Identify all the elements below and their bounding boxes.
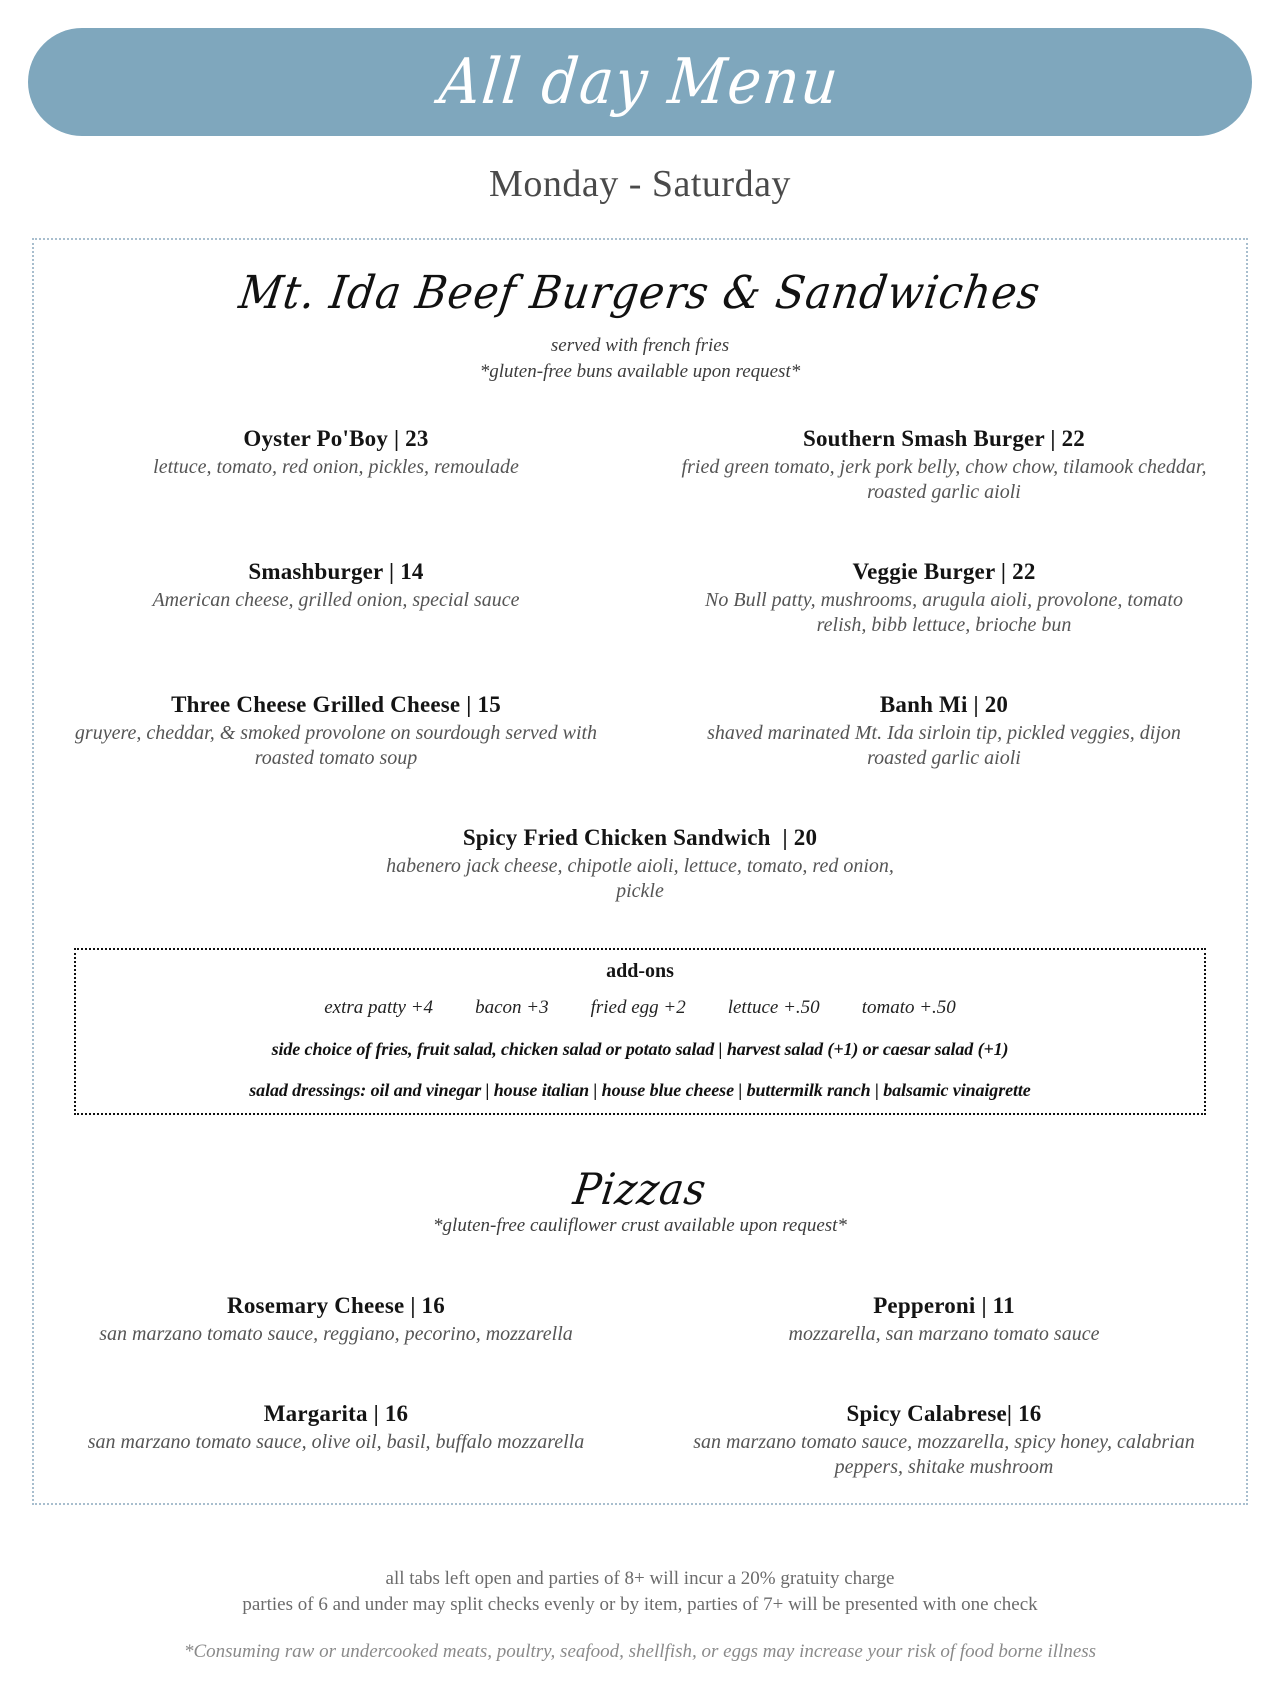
menu-item-description: mozzarella, san marzano tomato sauce <box>788 1322 1100 1345</box>
burgers-grid-row-3 <box>62 692 1218 771</box>
menu-item <box>350 825 930 904</box>
menu-item-title: Oyster Po'Boy | 23 <box>243 426 429 452</box>
menu-item-description: gruyere, cheddar, & smoked provolone on sourdough served with roasted tomato soup <box>74 722 598 770</box>
menu-item-description: shaved marinated Mt. Ida sirloin tip, pickled veggies, dijon roasted garlic aioli <box>707 722 1181 770</box>
menu-item-title: Banh Mi | 20 <box>879 692 1009 718</box>
menu-header-banner <box>28 28 1252 136</box>
menu-item <box>670 559 1218 638</box>
section-heading-burgers: Mt. Ida Beef Burgers & Sandwiches <box>236 266 1044 319</box>
add-ons-list <box>90 997 1190 1019</box>
menu-item <box>62 559 610 638</box>
salad-dressings-line: salad dressings: oil and vinegar | house italian | house blue cheese | buttermilk ranch | balsamic vinaigrette <box>249 1080 1031 1101</box>
menu-item-description: fried green tomato, jerk pork belly, chow chow, tilamook cheddar, roasted garlic aioli <box>681 456 1207 504</box>
menu-item <box>62 1293 610 1347</box>
menu-content-frame <box>32 238 1248 1505</box>
burgers-grid-row-4 <box>62 825 1218 904</box>
menu-item-title: Spicy Fried Chicken Sandwich | 20 <box>462 825 818 851</box>
menu-item-title: Southern Smash Burger | 22 <box>802 426 1086 452</box>
menu-item <box>62 426 610 505</box>
add-on-item: fried egg +2 <box>590 997 686 1019</box>
add-on-item: extra patty +4 <box>324 997 434 1019</box>
menu-item-title: Margarita | 16 <box>263 1400 409 1426</box>
menu-item-title: Pepperoni | 11 <box>873 1292 1015 1318</box>
menu-item <box>670 426 1218 505</box>
menu-item-title: Rosemary Cheese | 16 <box>227 1292 445 1318</box>
menu-item <box>670 1293 1218 1347</box>
menu-item-title: Veggie Burger | 22 <box>852 559 1036 585</box>
pizzas-grid-row-2 <box>62 1401 1218 1480</box>
menu-item-title: Three Cheese Grilled Cheese | 15 <box>171 692 501 718</box>
menu-item <box>62 1401 610 1480</box>
footer-check-split-line: parties of 6 and under may split checks evenly or by item, parties of 7+ will be presented with one check <box>242 1594 1038 1616</box>
footer-gratuity-line: all tabs left open and parties of 8+ will incur a 20% gratuity charge <box>385 1567 895 1589</box>
menu-item-title: Smashburger | 14 <box>248 559 424 585</box>
side-choice-line: side choice of fries, fruit salad, chicken salad or potato salad | harvest salad (+1) or caesar salad (+1) <box>271 1039 1009 1060</box>
burgers-grid-row-2 <box>62 559 1218 638</box>
menu-item-title: Spicy Calabrese| 16 <box>846 1400 1042 1426</box>
section-note-gluten-free-buns: *gluten-free buns available upon request* <box>479 360 801 382</box>
add-on-item: tomato +.50 <box>861 997 956 1019</box>
add-ons-title: add-ons <box>606 960 674 983</box>
menu-item <box>670 692 1218 771</box>
menu-item <box>670 1401 1218 1480</box>
page-title: All day Menu <box>436 45 844 119</box>
section-note-gluten-free-crust: *gluten-free cauliflower crust available upon request* <box>433 1215 847 1237</box>
menu-item-description: No Bull patty, mushrooms, arugula aioli, provolone, tomato relish, bibb lettuce, brioche bun <box>705 589 1183 637</box>
menu-item-description: san marzano tomato sauce, olive oil, basil, buffalo mozzarella <box>87 1430 585 1453</box>
menu-days-subtitle: Monday - Saturday <box>489 163 791 205</box>
menu-item-description: san marzano tomato sauce, mozzarella, spicy honey, calabrian peppers, shitake mushroom <box>693 1430 1195 1478</box>
add-ons-box <box>74 948 1206 1115</box>
section-note-served-with: served with french fries <box>550 335 730 356</box>
pizzas-grid-row-1 <box>62 1293 1218 1347</box>
add-on-item: lettuce +.50 <box>727 997 820 1019</box>
menu-item-description: lettuce, tomato, red onion, pickles, remoulade <box>153 456 519 479</box>
burgers-grid-row-1 <box>62 426 1218 505</box>
menu-footer <box>0 1566 1280 1663</box>
section-heading-pizzas: Pizzas <box>570 1165 710 1216</box>
pizzas-section <box>62 1167 1218 1480</box>
menu-item-description: American cheese, grilled onion, special sauce <box>152 589 520 612</box>
menu-item-description: habenero jack cheese, chipotle aioli, lettuce, tomato, red onion, pickle <box>386 855 894 903</box>
menu-item-description: san marzano tomato sauce, reggiano, pecorino, mozzarella <box>99 1322 573 1345</box>
footer-health-disclaimer: *Consuming raw or undercooked meats, poultry, seafood, shellfish, or eggs may increase your risk of food borne illness <box>183 1641 1097 1662</box>
menu-item <box>62 692 610 771</box>
add-on-item: bacon +3 <box>475 997 549 1019</box>
